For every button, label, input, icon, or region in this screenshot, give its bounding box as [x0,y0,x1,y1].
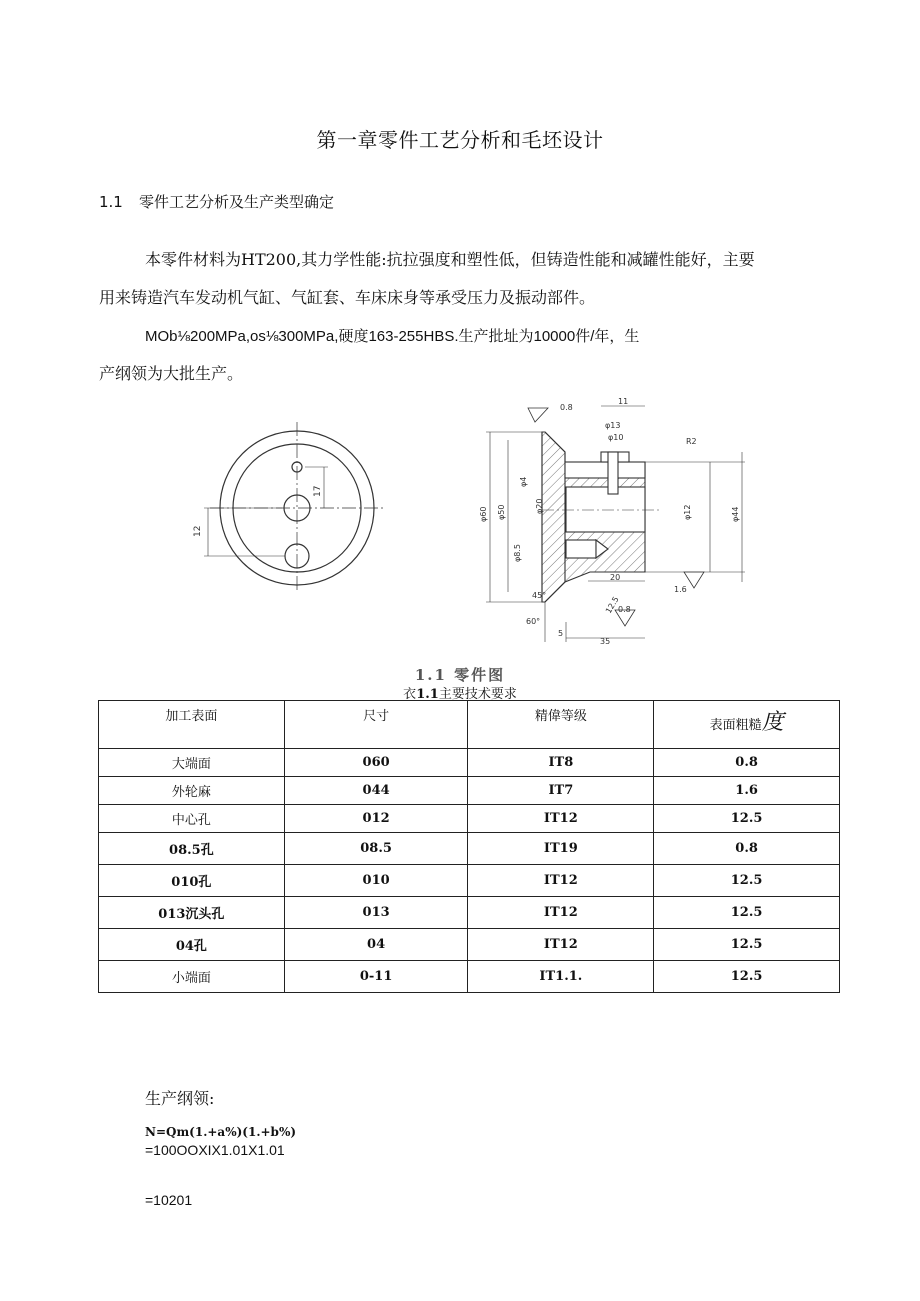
formula-expression: N=Qm(1.+a%)(1.+b%) [145,1125,297,1139]
table-caption-text: 主要技术要求 [438,687,517,702]
dim-12-front: 12 [193,525,203,537]
cell-size: 060 [284,749,468,777]
header-size: 尺寸 [284,701,468,749]
label-5: 5 [558,629,564,638]
label-11: 11 [618,397,629,406]
table-caption-prefix: 衣 [403,687,417,702]
table-row [99,749,840,777]
cell-grade: IT12 [468,929,654,961]
cell-size: 04 [284,929,468,961]
cell-roughness: 12.5 [654,897,840,929]
label-d60: φ60 [479,506,488,522]
cell-grade: IT7 [468,777,654,805]
cell-grade: IT12 [468,805,654,833]
label-rough-0.8-bottom: 0.8 [618,605,631,614]
label-d50: φ50 [497,504,506,520]
cell-surface: 013沉头孔 [99,897,285,929]
table-header-row [99,701,840,749]
front-view [204,422,385,592]
cell-grade: IT12 [468,865,654,897]
label-rough-1.6: 1.6 [674,585,687,594]
cell-surface: 外轮麻 [99,777,285,805]
header-roughness [654,701,840,749]
label-d8.5: φ8.5 [513,544,522,562]
cell-size: 010 [284,865,468,897]
formula-step: =100OOXIX1.01X1.01 [145,1142,285,1158]
cell-size: 013 [284,897,468,929]
label-d20: φ20 [535,498,544,514]
dim-17: 17 [313,485,323,497]
table-row [99,777,840,805]
header-roughness-char: 度 [761,710,784,735]
label-d13: φ13 [605,421,621,430]
paragraph-line-4: 产纲领为大批生产。 [99,364,244,383]
label-r2: R2 [686,437,697,446]
cell-roughness: 12.5 [654,961,840,993]
paragraph-line-1: 本零件材料为HT200,其力学性能:抗拉强度和塑性低，但铸造性能和减罐性能好，主要 [145,250,755,269]
section-number: 1.1 [99,193,123,211]
cell-size: 044 [284,777,468,805]
header-surface: 加工表面 [99,701,285,749]
cell-grade: IT1.1. [468,961,654,993]
header-grade: 精偉等级 [468,701,654,749]
paragraph-line-3: MOb⅛200MPa,os⅛300MPa,硬度163-255HBS.生产批址为10000件/年，生 [145,328,640,345]
label-d12: φ12 [683,504,692,520]
cell-size: 08.5 [284,833,468,865]
cell-grade: IT19 [468,833,654,865]
cell-surface: 小端面 [99,961,285,993]
table-row [99,805,840,833]
table-row [99,961,840,993]
section-heading [99,191,334,212]
figure-caption: 1.1 零件图 [414,666,506,684]
cell-grade: IT12 [468,897,654,929]
cell-surface: 04孔 [99,929,285,961]
label-rough-0.8-top: 0.8 [560,403,573,412]
section-title: 零件工艺分析及生产类型确定 [139,193,335,211]
cell-roughness: 0.8 [654,833,840,865]
tech-requirements-table [98,700,840,993]
table-row [99,865,840,897]
formula-heading: 生产纲领: [145,1089,215,1108]
cell-surface: 中心孔 [99,805,285,833]
cell-roughness: 12.5 [654,865,840,897]
cell-size: 012 [284,805,468,833]
header-roughness-text: 表面粗糙 [709,718,762,733]
table-caption-number: 1.1 [416,687,439,702]
cell-surface: 08.5孔 [99,833,285,865]
cell-size: 0-11 [284,961,468,993]
part-drawing [190,392,740,670]
chapter-title: 第一章零件工艺分析和毛坯设计 [316,128,604,152]
cell-roughness: 12.5 [654,929,840,961]
label-45deg: 45° [532,591,547,600]
label-rough-12.5: 12.5 [603,595,621,615]
label-d44: φ44 [731,506,740,522]
table-row [99,929,840,961]
cell-roughness: 1.6 [654,777,840,805]
cell-roughness: 12.5 [654,805,840,833]
table-row [99,833,840,865]
cell-grade: IT8 [468,749,654,777]
paragraph-line-2: 用来铸造汽车发动机气缸、气缸套、车床床身等承受压力及振动部件。 [99,288,596,307]
label-35: 35 [600,637,611,646]
cell-roughness: 0.8 [654,749,840,777]
label-20: 20 [610,573,621,582]
formula-result: =10201 [145,1192,193,1208]
label-d4: φ4 [519,476,528,487]
table-row [99,897,840,929]
cell-surface: 010孔 [99,865,285,897]
label-60deg: 60° [526,617,541,626]
cell-surface: 大端面 [99,749,285,777]
label-d10: φ10 [608,433,624,442]
